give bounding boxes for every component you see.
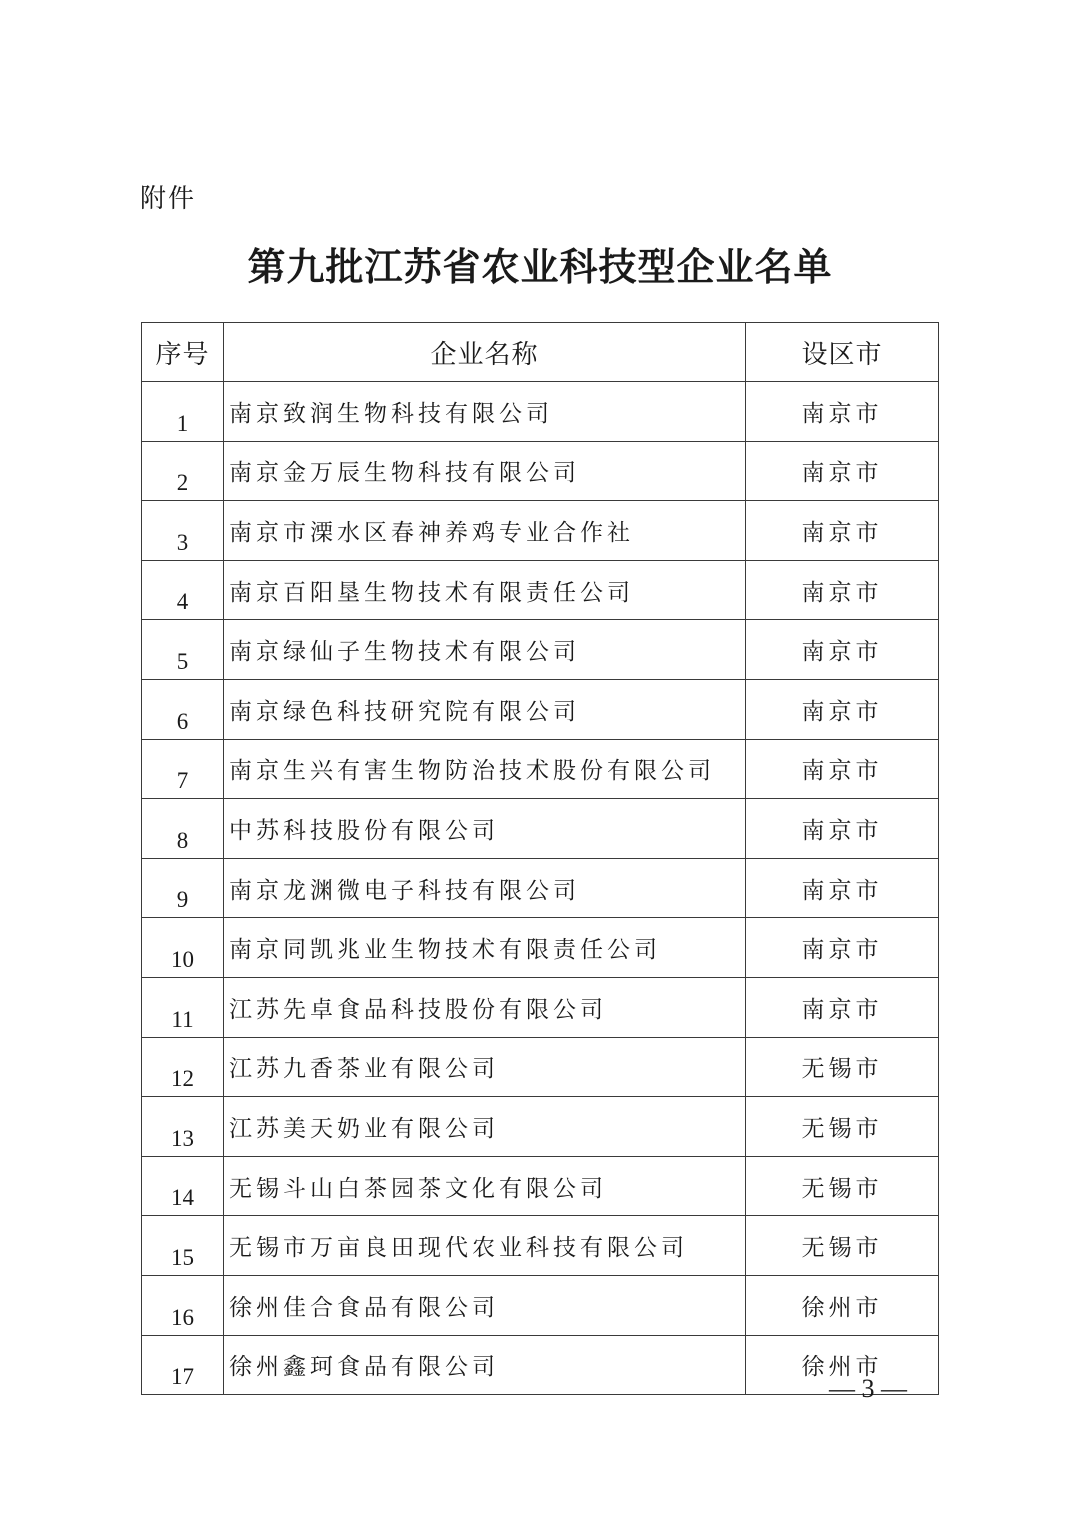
table-row [142,739,939,799]
row-index: 15 [142,1216,224,1276]
company-name: 南京绿色科技研究院有限公司 [224,679,746,739]
row-index: 9 [142,858,224,918]
row-index: 6 [142,679,224,739]
row-index: 12 [142,1037,224,1097]
city-name: 南京市 [746,858,939,918]
table-row [142,501,939,561]
company-name: 江苏美天奶业有限公司 [224,1097,746,1157]
row-index: 14 [142,1156,224,1216]
attachment-label: 附件 [140,184,197,214]
page-title: 第九批江苏省农业科技型企业名单 [247,245,833,289]
table-row [142,977,939,1037]
table-row [142,858,939,918]
column-header-index: 序号 [142,323,224,382]
row-index: 8 [142,799,224,859]
row-index: 3 [142,501,224,561]
company-name: 无锡市万亩良田现代农业科技有限公司 [224,1216,746,1276]
table-row [142,918,939,978]
company-name: 中苏科技股份有限公司 [224,799,746,859]
company-name: 南京百阳垦生物技术有限责任公司 [224,560,746,620]
table-row [142,1037,939,1097]
company-name: 南京同凯兆业生物技术有限责任公司 [224,918,746,978]
row-index: 5 [142,620,224,680]
table-row [142,441,939,501]
row-index: 17 [142,1335,224,1395]
row-index: 16 [142,1275,224,1335]
company-name: 无锡斗山白茶园茶文化有限公司 [224,1156,746,1216]
city-name: 南京市 [746,679,939,739]
table-row [142,1275,939,1335]
table-row [142,560,939,620]
row-index: 1 [142,382,224,442]
city-name: 无锡市 [746,1097,939,1157]
table-row [142,679,939,739]
table-row [142,1156,939,1216]
city-name: 无锡市 [746,1156,939,1216]
city-name: 南京市 [746,620,939,680]
table-row [142,799,939,859]
city-name: 徐州市 [746,1335,939,1395]
city-name: 无锡市 [746,1037,939,1097]
row-index: 13 [142,1097,224,1157]
city-name: 南京市 [746,501,939,561]
city-name: 南京市 [746,918,939,978]
row-index: 11 [142,977,224,1037]
table-row [142,382,939,442]
table-row [142,1216,939,1276]
city-name: 南京市 [746,560,939,620]
company-name: 南京金万辰生物科技有限公司 [224,441,746,501]
city-name: 徐州市 [746,1275,939,1335]
row-index: 4 [142,560,224,620]
city-name: 南京市 [746,739,939,799]
company-table [141,322,939,1395]
page-number: — 3 — [829,1374,907,1403]
column-header-city: 设区市 [746,323,939,382]
company-name: 南京生兴有害生物防治技术股份有限公司 [224,739,746,799]
city-name: 无锡市 [746,1216,939,1276]
city-name: 南京市 [746,441,939,501]
column-header-company-name: 企业名称 [224,323,746,382]
row-index: 10 [142,918,224,978]
city-name: 南京市 [746,382,939,442]
table-row [142,1097,939,1157]
city-name: 南京市 [746,799,939,859]
row-index: 7 [142,739,224,799]
city-name: 南京市 [746,977,939,1037]
row-index: 2 [142,441,224,501]
company-name: 徐州鑫珂食品有限公司 [224,1335,746,1395]
company-name: 南京龙渊微电子科技有限公司 [224,858,746,918]
company-name: 江苏先卓食品科技股份有限公司 [224,977,746,1037]
company-name: 南京绿仙子生物技术有限公司 [224,620,746,680]
table-row [142,620,939,680]
company-name: 南京致润生物科技有限公司 [224,382,746,442]
company-name: 南京市溧水区春神养鸡专业合作社 [224,501,746,561]
company-name: 江苏九香茶业有限公司 [224,1037,746,1097]
company-name: 徐州佳合食品有限公司 [224,1275,746,1335]
table-header-row [142,323,939,382]
